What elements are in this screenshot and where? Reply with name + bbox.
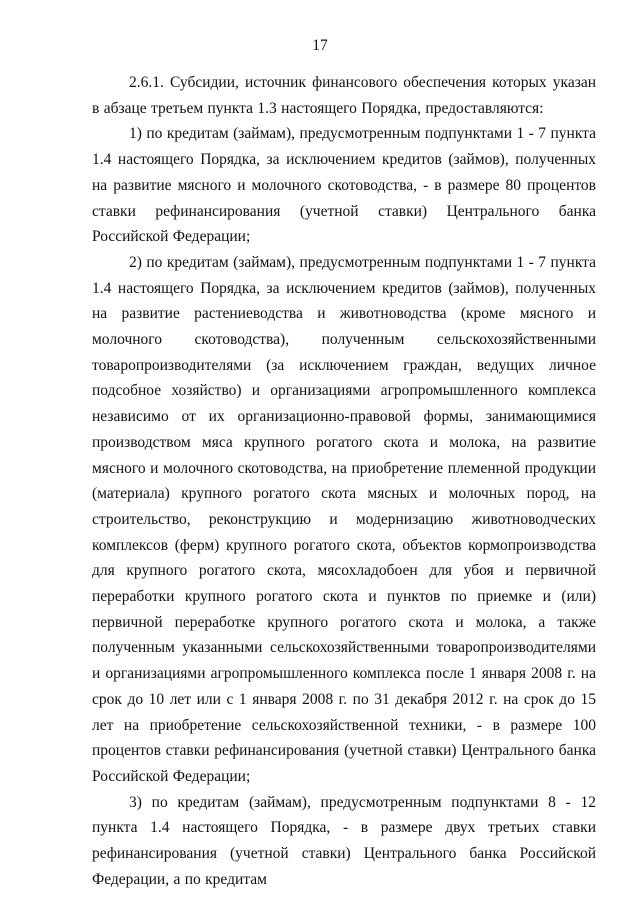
document-body	[92, 70, 596, 893]
paragraph-item-3: 3) по кредитам (займам), предусмотренным подпунктами 8 - 12 пункта 1.4 настоящего Порядка, - в размере двух третьих ставки рефинансирования (учетной ставки) Центрального банка Российской Федерации, а по кредитам	[92, 793, 596, 888]
paragraph-item-1: 1) по кредитам (займам), предусмотренным подпунктами 1 - 7 пункта 1.4 настоящего Порядка, за исключением кредитов (займов), полученных на развитие мясного и молочного скотоводства, - в размере 80 процентов ставки рефинансирования (учетной ставки) Центрального банка Российской Федерации;	[92, 125, 596, 246]
paragraph-2-6-1: 2.6.1. Субсидии, источник финансового обеспечения которых указан в абзаце третьем пункта 1.3 настоящего Порядка, предоставляются:	[92, 74, 596, 117]
paragraph-item-2: 2) по кредитам (займам), предусмотренным подпунктами 1 - 7 пункта 1.4 настоящего Порядка, за исключением кредитов (займов), полученных на развитие растениеводства и животноводства (кроме мясного и молочного скотоводства), полученным сельскохозяйственными товаропроизводителями (за исключением граждан, ведущих личное подсобное хозяйство) и организациями агропромышленного комплекса независимо от их организационно-правовой формы, занимающимися производством мяса крупного рогатого скота и молока, на развитие мясного и молочного скотоводства, на приобретение племенной продукции (материала) крупного рогатого скота мясных и молочных пород, на строительство, реконструкцию и модернизацию животноводческих комплексов (ферм) крупного рогатого скота, объектов кормопроизводства для крупного рогатого скота, мясохладобоен для убоя и первичной переработки крупного рогатого скота и пунктов по приемке и (или) первичной переработке крупного рогатого скота и молока, а также полученным указанными сельскохозяйственными товаропроизводителями и организациями агропромышленного комплекса после 1 января 2008 г. на срок до 10 лет или с 1 января 2008 г. по 31 декабря 2012 г. на срок до 15 лет на приобретение сельскохозяйственной техники, - в размере 100 процентов ставки рефинансирования (учетной ставки) Центрального банка Российской Федерации;	[92, 253, 596, 785]
page-number: 17	[312, 37, 328, 54]
